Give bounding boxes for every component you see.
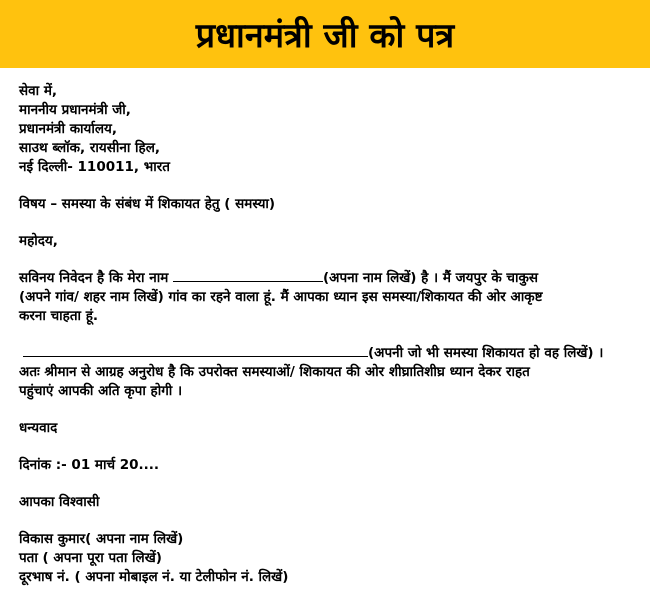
yours-faithfully: आपका विश्वासी: [19, 494, 100, 510]
subject-line: विषय – समस्या के संबंध में शिकायत हेतु ( समस्या): [19, 196, 276, 212]
para2-after-blank: (अपनी जो भी समस्या शिकायत हो वह लिखें) ।: [368, 345, 604, 361]
para2-line1: [19, 344, 650, 363]
para1-line2: (अपने गांव/ शहर नाम लिखें) गांव का रहने वाला हूं. मैं आपका ध्यान इस समस्या/शिकायत की ओर आकृष्ट: [19, 289, 543, 305]
para1-line1: [19, 269, 650, 288]
title-banner: [0, 0, 650, 68]
address-line: सेवा में,: [19, 83, 58, 99]
para1-start: सविनय निवेदन है कि मेरा नाम: [19, 270, 173, 286]
para1-after-blank: (अपना नाम लिखें) है । मैं जयपुर के चाकुस: [323, 270, 538, 286]
signature-phone: दूरभाष नं. ( अपना मोबाइल नं. या टेलीफोन नं. लिखें): [19, 569, 289, 585]
para1-line3: करना चाहता हूं.: [19, 308, 99, 324]
para2-line2: अतः श्रीमान से आग्रह अनुरोध है कि उपरोक्त समस्याओं/ शिकायत की ओर शीघ्रातिशीघ्र ध्यान देकर राहत: [19, 364, 530, 380]
signature-name: विकास कुमार( अपना नाम लिखें): [19, 531, 184, 547]
closing: धन्यवाद: [19, 420, 58, 436]
name-blank: [173, 269, 323, 282]
date-line: दिनांक :- 01 मार्च 20....: [19, 457, 160, 473]
address-line: प्रधानमंत्री कार्यालय,: [19, 121, 117, 137]
address-line: साउथ ब्लॉक, रायसीना हिल,: [19, 140, 160, 156]
complaint-blank: [23, 344, 368, 357]
address-line: नई दिल्ली- 110011, भारत: [19, 159, 170, 175]
page-title: प्रधानमंत्री जी को पत्र: [195, 16, 455, 56]
signature-address: पता ( अपना पूरा पता लिखें): [19, 550, 162, 566]
para2-line3: पहुंचाएं आपकी अति कृपा होगी ।: [19, 383, 183, 399]
letter-body: [0, 68, 650, 587]
address-line: माननीय प्रधानमंत्री जी,: [19, 102, 131, 118]
salutation: महोदय,: [19, 233, 58, 249]
